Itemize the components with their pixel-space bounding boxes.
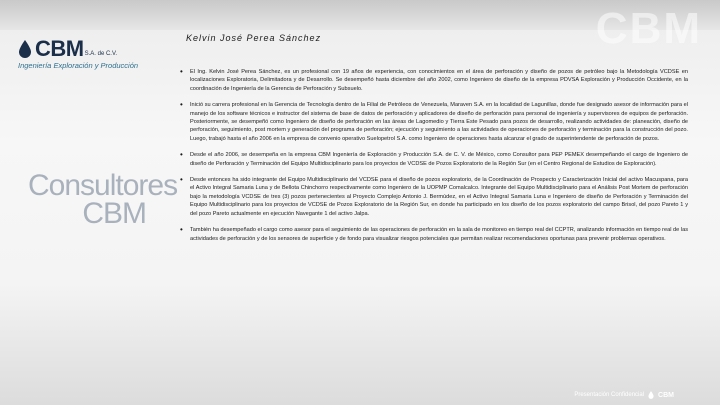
bullet-icon: • <box>180 175 183 185</box>
bullet-icon: • <box>180 150 183 160</box>
logo-suffix: S.A. de C.V. <box>84 51 118 57</box>
brand-block <box>28 169 178 230</box>
logo-word: CBM <box>35 36 84 61</box>
person-name: Kelvin José Perea Sánchez <box>186 33 322 43</box>
list-item <box>180 226 688 243</box>
bullet-text: Inició su carrera profesional en la Gerencia de Tecnología dentro de la Filial de Petróleos de Venezuela, Maraven S.A. en la localidad de Lagunillas, donde fue designado asesor de información para el manejo de los software técnicos e instructor del sistema de base de datos de perforación y aplicadores de diseño de perforación para personal de ingeniería y supervisores de equipos de perforación. Posteriormente, se desempeñó como Ingeniero de diseño de perforación en las áreas de Lagomedio y Tierra Este Pesado para pozos de desarrollo, realizando actividades de: planeación, diseño de perforación, seguimiento, post mortem y generación del programa de perforación; ejecución y seguimiento a las actividades de operaciones de perforación y terminación para la construcción del pozo. Luego, trabajó hasta el año 2006 en la empresa de convenio operativo Suelopetrol S.A. como Ingeniero de operaciones hasta alcanzar el grado de superintendente de perforación de pozos. <box>190 102 688 142</box>
bio-list <box>180 68 688 251</box>
bullet-icon: • <box>180 225 183 235</box>
oil-drop-icon <box>648 391 654 399</box>
footer <box>574 391 674 399</box>
bullet-text: También ha desempeñado el cargo como asesor para el seguimiento de las operaciones de perforación en la sala de monitoreo en tiempo real del CCPTR, analizando información en tiempo real de las actividades de perforación y de los sensores de superficie y de fondo para visualizar riesgos potenciales que permitan realizar recomendaciones oportunas para prevenir problemas operativos. <box>190 227 688 242</box>
brand-line-1: Consultores <box>28 169 178 202</box>
left-sidebar <box>0 0 178 405</box>
list-item <box>180 101 688 143</box>
bullet-text: El Ing. Kelvin José Perea Sánchez, es un profesional con 19 años de experiencia, con conocimientos en el área de perforación y diseño de pozos de petróleo bajo la Metodología VCDSE en localizaciones Exploratoria, Delimitadora y de Desarrollo. Se desempeñó hasta diciembre del año 2002, como Ingeniero de diseño de la empresa PDVSA Exploración y Producción Occidente, en la coordinación de Ingeniería de la Gerencia de Perforación y Subsuelo. <box>190 69 688 92</box>
footer-brand: CBM <box>658 391 674 399</box>
oil-drop-icon <box>18 40 32 58</box>
bullet-text: Desde entonces ha sido integrante del Equipo Multidisciplinario del VCDSE para el diseño de pozos exploratorio, de la Coordinación de Prospecto y Caracterización Inicial del activo Macuspana, para el Activo Integral Samaria Luna y de Bellota Chinchorro respectivamente como Ingeniero de la UOPMP Comalcalco. Integrante del Equipo Multidisciplinario para el Análisis Post Mortem de perforación bajo la metodología VCDSE de tres (3) pozos pertenecientes al Proyecto Complejo Antonio J. Bermúdez, en el Activo Integral Samaria Luna e Ingeniero de diseño de Perforación y Terminación del Equipo Multidisciplinario para los proyectos de VCDSE de Pozos Exploratorio de la Región Sur, en donde ha participado en los diseño de los pozos exploratorio del campo Brisol, del pozo Pareto 1 y del pozo Pareto actualmente en ejecución Navegante 1 del activo Jalpa. <box>190 177 688 217</box>
watermark-logo: CBM <box>595 4 702 53</box>
list-item <box>180 68 688 93</box>
bullet-text: Desde el año 2006, se desempeña en la empresa CBM Ingeniería de Exploración y Producción S.A. de C. V. de México, como Consultor para PEP PEMEX desempeñando el cargo de Ingeniero de diseño de Perforación y Terminación del Equipo Multidisciplinario para los proyectos de VCDSE de Pozos Exploratorio de la Región Sur (en el Centro Regional de Estudios de Exploración). <box>190 152 688 167</box>
list-item <box>180 151 688 168</box>
bullet-icon: • <box>180 67 183 76</box>
list-item <box>180 176 688 218</box>
logo-tagline: Ingeniería Exploración y Producción <box>18 61 139 70</box>
footer-label: Presentación Confidencial <box>574 392 645 398</box>
company-logo <box>18 38 168 78</box>
bullet-icon: • <box>180 100 183 110</box>
brand-line-2: CBM <box>82 197 146 230</box>
